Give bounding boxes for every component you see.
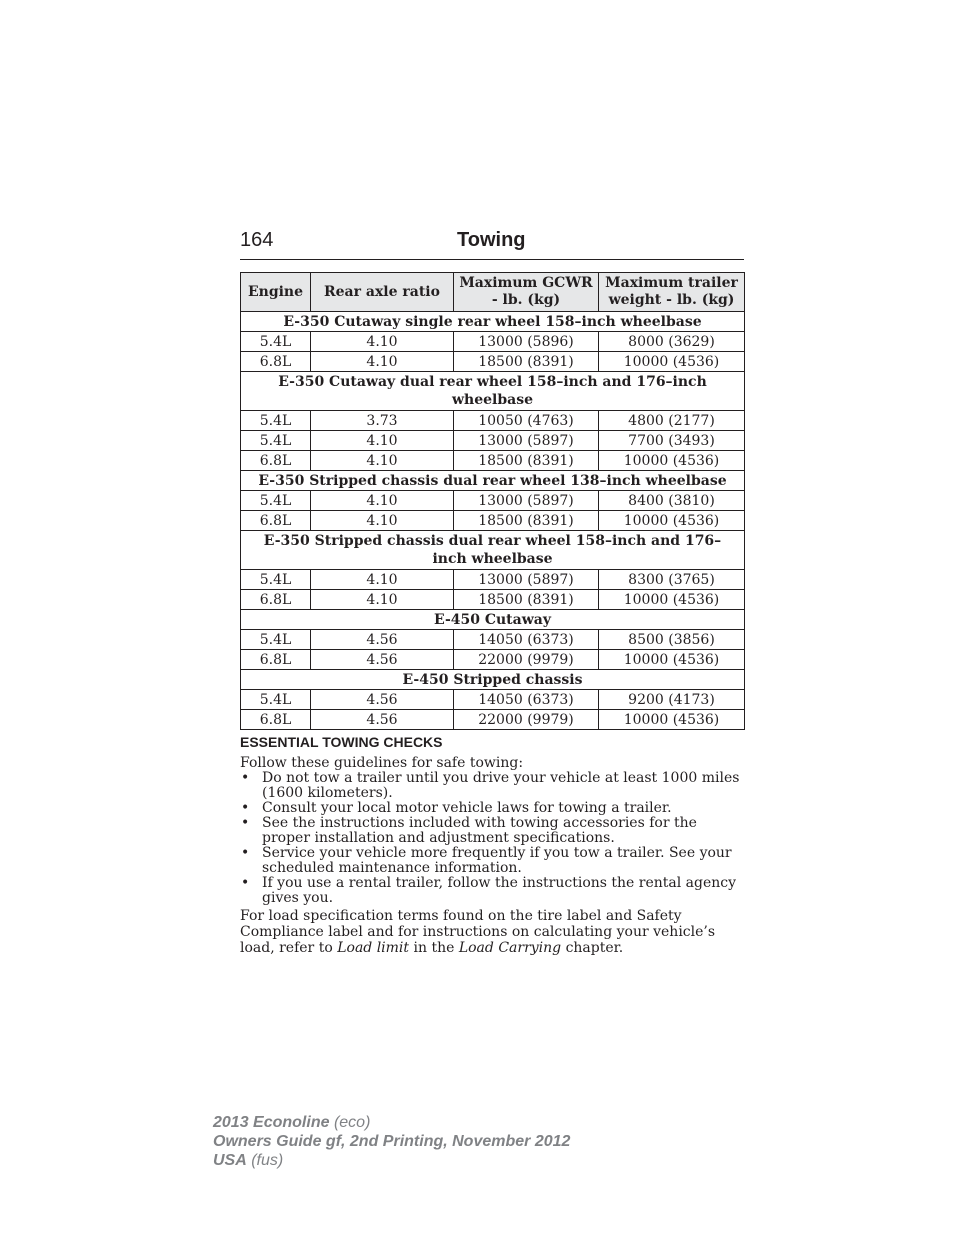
- section-title-row: [241, 531, 745, 570]
- section-title-row: [241, 610, 745, 630]
- axle-ratio-cell: 4.56: [311, 630, 454, 650]
- section-title-row: [241, 471, 745, 491]
- gcwr-cell: 10050 (4763): [454, 411, 599, 431]
- axle-ratio-cell: 4.56: [311, 710, 454, 730]
- engine-cell: 5.4L: [241, 491, 311, 511]
- list-item-text: See the instructions included with towing accessories for the proper installation and adjustment specifications.: [262, 815, 697, 846]
- load-limit-reference: Load limit: [337, 940, 410, 956]
- list-item: [240, 771, 740, 801]
- section-title-row: [241, 372, 745, 411]
- table-row: [241, 630, 745, 650]
- table-row: [241, 590, 745, 610]
- table-row: [241, 451, 745, 471]
- gcwr-cell: 22000 (9979): [454, 710, 599, 730]
- col-header-axle-ratio: Rear axle ratio: [311, 273, 454, 312]
- bullet-icon: •: [241, 845, 250, 861]
- page-footer: [213, 1113, 570, 1170]
- footer-line-1: [213, 1113, 570, 1132]
- axle-ratio-cell: 4.10: [311, 491, 454, 511]
- table-body: [241, 312, 745, 730]
- gcwr-cell: 13000 (5897): [454, 431, 599, 451]
- trailer-weight-cell: 8500 (3856): [599, 630, 745, 650]
- list-item-text: Do not tow a trailer until you drive your vehicle at least 1000 miles (1600 kilometers).: [262, 770, 740, 801]
- intro-text: Follow these guidelines for safe towing:: [240, 755, 524, 771]
- gcwr-cell: 18500 (8391): [454, 511, 599, 531]
- engine-cell: 6.8L: [241, 352, 311, 372]
- gcwr-cell: 13000 (5897): [454, 491, 599, 511]
- towing-checks-list: [240, 771, 740, 906]
- col-header-engine: Engine: [241, 273, 311, 312]
- trailer-weight-cell: 10000 (4536): [599, 590, 745, 610]
- footer-line-2: [213, 1132, 570, 1151]
- trailer-weight-cell: 10000 (4536): [599, 650, 745, 670]
- list-item: [240, 801, 740, 816]
- page-header: [240, 229, 744, 260]
- engine-cell: 6.8L: [241, 710, 311, 730]
- col-header-gcwr: Maximum GCWR - lb. (kg): [454, 273, 599, 312]
- axle-ratio-cell: 4.10: [311, 570, 454, 590]
- table-row: [241, 650, 745, 670]
- engine-cell: 6.8L: [241, 590, 311, 610]
- engine-cell: 5.4L: [241, 332, 311, 352]
- table-row: [241, 710, 745, 730]
- gcwr-cell: 18500 (8391): [454, 590, 599, 610]
- list-item: [240, 816, 740, 846]
- table-row: [241, 332, 745, 352]
- section-title-row: [241, 312, 745, 332]
- list-item-text: If you use a rental trailer, follow the instructions the rental agency gives you.: [262, 875, 737, 906]
- engine-cell: 6.8L: [241, 511, 311, 531]
- trailer-weight-cell: 4800 (2177): [599, 411, 745, 431]
- table-header-row: [241, 273, 745, 312]
- axle-ratio-cell: 3.73: [311, 411, 454, 431]
- bullet-icon: •: [241, 800, 250, 816]
- section-title: E-450 Cutaway: [241, 610, 745, 630]
- table-row: [241, 431, 745, 451]
- footer-market-code: (fus): [246, 1152, 284, 1169]
- bullet-icon: •: [241, 770, 250, 786]
- gcwr-cell: 14050 (6373): [454, 630, 599, 650]
- gcwr-cell: 14050 (6373): [454, 690, 599, 710]
- engine-cell: 5.4L: [241, 630, 311, 650]
- engine-cell: 5.4L: [241, 570, 311, 590]
- section-title: E-450 Stripped chassis: [241, 670, 745, 690]
- engine-cell: 6.8L: [241, 650, 311, 670]
- footer-model-code: (eco): [329, 1114, 371, 1131]
- list-item: [240, 876, 740, 906]
- trailer-weight-cell: 8000 (3629): [599, 332, 745, 352]
- engine-cell: 5.4L: [241, 690, 311, 710]
- axle-ratio-cell: 4.10: [311, 511, 454, 531]
- section-title: E-350 Cutaway single rear wheel 158–inch wheelbase: [241, 312, 745, 332]
- gcwr-cell: 13000 (5897): [454, 570, 599, 590]
- gcwr-cell: 18500 (8391): [454, 451, 599, 471]
- bullet-icon: •: [241, 815, 250, 831]
- engine-cell: 6.8L: [241, 451, 311, 471]
- table-row: [241, 690, 745, 710]
- axle-ratio-cell: 4.10: [311, 451, 454, 471]
- page-number: 164: [240, 229, 274, 251]
- closing-text-3: chapter.: [561, 940, 624, 956]
- engine-cell: 5.4L: [241, 411, 311, 431]
- section-title: E-350 Stripped chassis dual rear wheel 138–inch wheelbase: [241, 471, 745, 491]
- bullet-icon: •: [241, 875, 250, 891]
- load-carrying-reference: Load Carrying: [458, 940, 562, 956]
- axle-ratio-cell: 4.10: [311, 352, 454, 372]
- trailer-weight-cell: 9200 (4173): [599, 690, 745, 710]
- table-row: [241, 411, 745, 431]
- gcwr-cell: 18500 (8391): [454, 352, 599, 372]
- trailer-weight-cell: 10000 (4536): [599, 710, 745, 730]
- gcwr-cell: 13000 (5896): [454, 332, 599, 352]
- axle-ratio-cell: 4.10: [311, 590, 454, 610]
- gcwr-cell: 22000 (9979): [454, 650, 599, 670]
- table-row: [241, 352, 745, 372]
- axle-ratio-cell: 4.56: [311, 690, 454, 710]
- trailer-weight-cell: 7700 (3493): [599, 431, 745, 451]
- section-heading: ESSENTIAL TOWING CHECKS: [240, 734, 443, 750]
- footer-market: USA: [213, 1152, 247, 1169]
- col-header-trailer-weight: Maximum trailer weight - lb. (kg): [599, 273, 745, 312]
- footer-model: 2013 Econoline: [213, 1114, 330, 1131]
- trailer-weight-cell: 10000 (4536): [599, 511, 745, 531]
- page-title: Towing: [457, 229, 526, 251]
- axle-ratio-cell: 4.10: [311, 332, 454, 352]
- table-row: [241, 491, 745, 511]
- list-item: [240, 846, 740, 876]
- closing-paragraph: [240, 908, 740, 956]
- table-row: [241, 570, 745, 590]
- list-item-text: Consult your local motor vehicle laws for towing a trailer.: [262, 800, 672, 816]
- closing-text-2: in the: [409, 940, 459, 956]
- towing-table: [240, 272, 745, 730]
- trailer-weight-cell: 8400 (3810): [599, 491, 745, 511]
- closing-text-1: For load specification terms found on the tire label and Safety Compliance label and for instructions on calculating your vehicle’s load, refer to: [240, 908, 716, 956]
- axle-ratio-cell: 4.10: [311, 431, 454, 451]
- section-title-row: [241, 670, 745, 690]
- table-row: [241, 511, 745, 531]
- list-item-text: Service your vehicle more frequently if you tow a trailer. See your scheduled maintenance information.: [262, 845, 732, 876]
- footer-printing: Owners Guide gf, 2nd Printing, November 2012: [213, 1133, 571, 1150]
- trailer-weight-cell: 8300 (3765): [599, 570, 745, 590]
- axle-ratio-cell: 4.56: [311, 650, 454, 670]
- trailer-weight-cell: 10000 (4536): [599, 451, 745, 471]
- section-title: E-350 Cutaway dual rear wheel 158–inch and 176–inch wheelbase: [241, 372, 745, 411]
- footer-line-3: [213, 1151, 570, 1170]
- trailer-weight-cell: 10000 (4536): [599, 352, 745, 372]
- engine-cell: 5.4L: [241, 431, 311, 451]
- section-title: E-350 Stripped chassis dual rear wheel 158–inch and 176–inch wheelbase: [241, 531, 745, 570]
